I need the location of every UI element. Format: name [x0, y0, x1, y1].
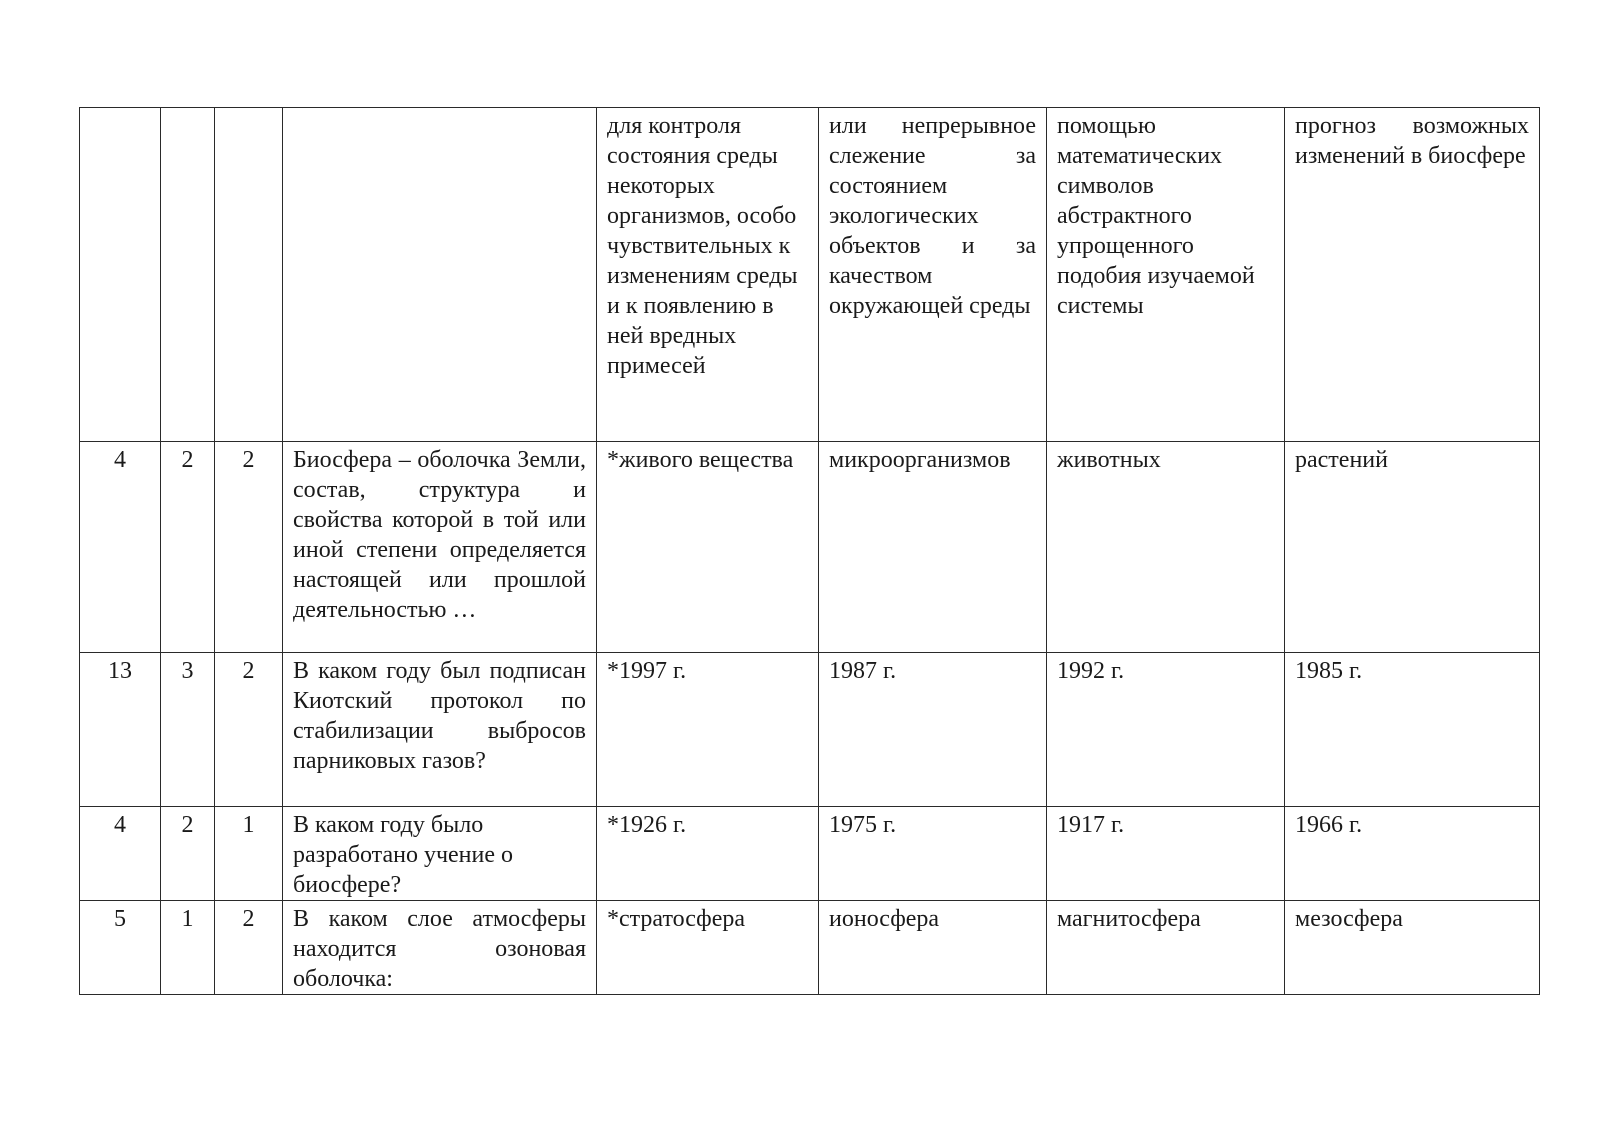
cell-answer-3: магнитосфера	[1047, 901, 1285, 995]
questions-table	[79, 107, 1540, 995]
cell-answer-4: мезосфера	[1285, 901, 1540, 995]
cell-answer-4: 1966 г.	[1285, 807, 1540, 901]
table-row	[80, 442, 1540, 653]
cell-answer-4: 1985 г.	[1285, 653, 1540, 807]
cell-answer-3: помощью математических символов абстрактного упрощенного подобия изучаемой системы	[1047, 108, 1285, 442]
cell-answer-2: 1975 г.	[819, 807, 1047, 901]
cell-level: 2	[215, 442, 283, 653]
cell-section: 2	[161, 442, 215, 653]
cell-answer-4: прогноз возможных изменений в биосфере	[1285, 108, 1540, 442]
cell-level: 2	[215, 653, 283, 807]
cell-question	[283, 108, 597, 442]
cell-answer-2: или непрерывное слежение за состоянием экологических объектов и за качеством окружающей среды	[819, 108, 1047, 442]
cell-answer-3: 1992 г.	[1047, 653, 1285, 807]
cell-number: 5	[80, 901, 161, 995]
cell-answer-1: *1997 г.	[597, 653, 819, 807]
cell-level: 1	[215, 807, 283, 901]
cell-number	[80, 108, 161, 442]
cell-section	[161, 108, 215, 442]
cell-answer-2: микроорганизмов	[819, 442, 1047, 653]
cell-number: 4	[80, 807, 161, 901]
cell-answer-2: ионосфера	[819, 901, 1047, 995]
cell-answer-1: *1926 г.	[597, 807, 819, 901]
cell-question: В каком слое атмосферы находится озоновая оболочка:	[283, 901, 597, 995]
cell-answer-4: растений	[1285, 442, 1540, 653]
cell-answer-2: 1987 г.	[819, 653, 1047, 807]
table-row	[80, 901, 1540, 995]
table-row	[80, 807, 1540, 901]
cell-section: 1	[161, 901, 215, 995]
cell-answer-1: *стратосфера	[597, 901, 819, 995]
table-row	[80, 653, 1540, 807]
cell-answer-1: для контроля состояния среды некоторых организмов, особо чувствительных к изменениям среды и к появлению в ней вредных примесей	[597, 108, 819, 442]
cell-answer-3: животных	[1047, 442, 1285, 653]
cell-answer-1: *живого вещества	[597, 442, 819, 653]
cell-number: 4	[80, 442, 161, 653]
cell-level: 2	[215, 901, 283, 995]
cell-answer-3: 1917 г.	[1047, 807, 1285, 901]
cell-section: 2	[161, 807, 215, 901]
cell-question: В каком году был подписан Киотский протокол по стабилизации выбросов парниковых газов?	[283, 653, 597, 807]
table-row	[80, 108, 1540, 442]
cell-number: 13	[80, 653, 161, 807]
cell-question: В каком году было разработано учение о биосфере?	[283, 807, 597, 901]
cell-section: 3	[161, 653, 215, 807]
cell-level	[215, 108, 283, 442]
cell-question: Биосфера – оболочка Земли, состав, структура и свойства которой в той или иной степени определяется настоящей или прошлой деятельностью …	[283, 442, 597, 653]
